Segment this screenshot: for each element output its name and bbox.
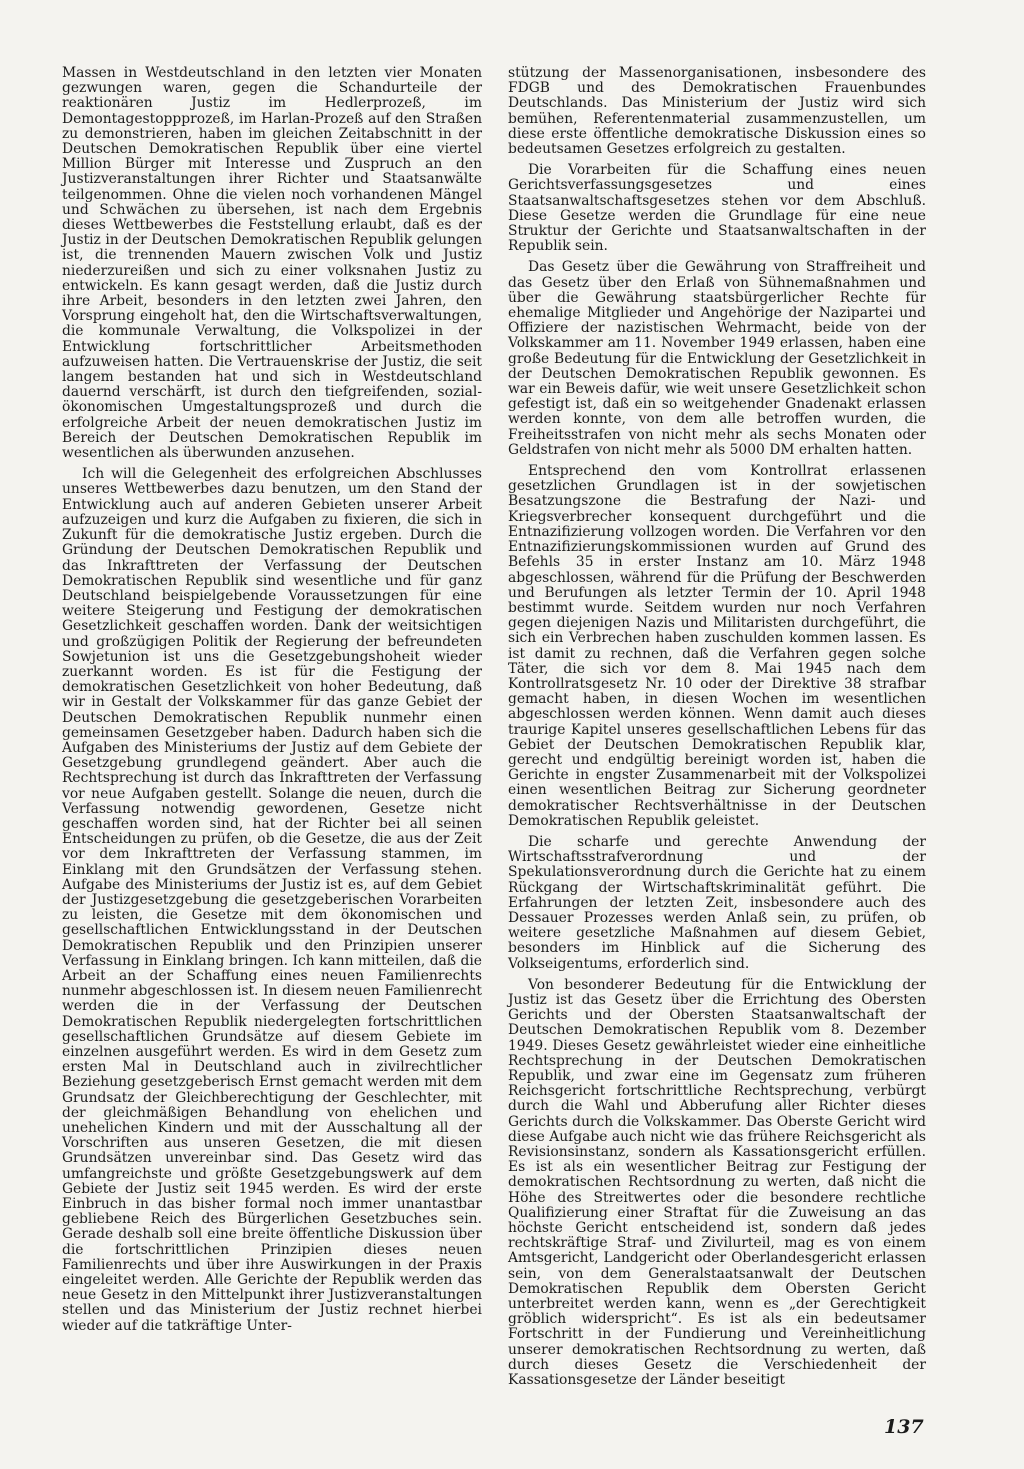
left-column: [62, 66, 482, 1340]
paragraph: Entsprechend den vom Kontrollrat erlassenen gesetzlichen Grundlagen ist in der sowjetischen Besatzungszone die Bestrafung der Nazi- und Kriegsverbrecher konsequent durchgeführt und die Entnazifizierung vollzogen worden. Die Verfahren vor den Entnazifizierungskommissionen wurden auf Grund des Befehls 35 in erster Instanz am 10. März 1948 abgeschlossen, während für die Prüfung der Beschwerden und Berufungen als letzter Termin der 10. April 1948 bestimmt wurde. Seitdem wurden nur noch Verfahren gegen diejenigen Nazis und Militaristen durchgeführt, die sich ein Verbrechen haben zuschulden kommen lassen. Es ist damit zu rechnen, daß die Verfahren gegen solche Täter, die sich vor dem 8. Mai 1945 nach dem Kontrollratsgesetz Nr. 10 oder der Direktive 38 strafbar gemacht haben, in diesen Wochen im wesentlichen abgeschlossen werden können. Wenn damit auch dieses traurige Kapitel unseres gesellschaftlichen Lebens für das Gebiet der Deutschen Demokratischen Republik klar, gerecht und endgültig bereinigt worden ist, haben die Gerichte in engster Zusammenarbeit mit der Volkspolizei einen wesentlichen Beitrag zur Sicherung geordneter demokratischer Rechtsverhältnisse in der Deutschen Demokratischen Republik geleistet.: [508, 463, 926, 829]
paragraph: Die Vorarbeiten für die Schaffung eines neuen Gerichtsverfassungsgesetzes und eines Staatsanwaltschaftsgesetzes stehen vor dem Abschluß. Diese Gesetze werden die Grundlage für eine neue Struktur der Gerichte und Staatsanwaltschaften in der Republik sein.: [508, 162, 926, 255]
paragraph: Massen in Westdeutschland in den letzten vier Monaten gezwungen waren, gegen die Schandurteile der reaktionären Justiz im Hedlerprozeß, im Demontagestoppprozeß, im Harlan-Prozeß auf den Straßen zu demonstrieren, haben im gleichen Zeitabschnitt in der Deutschen Demokratischen Republik über eine viertel Million Bürger mit Interesse und Zuspruch an den Justizveranstaltungen ihrer Richter und Staatsanwälte teilgenommen. Ohne die vielen noch vorhandenen Mängel und Schwächen zu übersehen, ist nach dem Ergebnis dieses Wettbewerbes die Feststellung erlaubt, daß es der Justiz in der Deutschen Demokratischen Republik gelungen ist, die trennenden Mauern zwischen Volk und Justiz niederzureißen und sich zu einer volksnahen Justiz zu entwickeln. Es kann gesagt werden, daß die Justiz durch ihre Arbeit, besonders in den letzten zwei Jahren, den Vorsprung eingeholt hat, den die Wirtschaftsverwaltungen, die kommunale Verwaltung, die Volkspolizei in der Entwicklung fortschrittlicher Arbeitsmethoden aufzuweisen hatten. Die Vertrauenskrise der Justiz, die seit langem bestanden hat und sich in Westdeutschland dauernd verschärft, ist durch den tiefgreifenden, sozial-ökonomischen Umgestaltungsprozeß und durch die erfolgreiche Arbeit der neuen demokratischen Justiz im Bereich der Deutschen Demokratischen Republik im wesentlichen als überwunden anzusehen.: [62, 65, 482, 462]
paragraph: Das Gesetz über die Gewährung von Straffreiheit und das Gesetz über den Erlaß von Sühnemaßnahmen und über die Gewährung staatsbürgerlicher Rechte für ehemalige Mitglieder und Angehörige der Nazipartei und Offiziere der nazistischen Wehrmacht, beide von der Volkskammer am 11. November 1949 erlassen, haben eine große Bedeutung für die Entwicklung der Gesetzlichkeit in der Deutschen Demokratischen Republik gewonnen. Es war ein Beweis dafür, wie weit unsere Gesetzlichkeit schon gefestigt ist, daß ein so weitgehender Gnadenakt erlassen werden konnte, von dem alle betroffen wurden, die Freiheitsstrafen von nicht mehr als sechs Monaten oder Geldstrafen von nicht mehr als 5000 DM erhalten hatten.: [508, 259, 926, 458]
paragraph: Ich will die Gelegenheit des erfolgreichen Abschlusses unseres Wettbewerbes dazu benutzen, um den Stand der Entwicklung auch auf anderen Gebieten unserer Arbeit aufzuzeigen und kurz die Aufgaben zu fixieren, die sich in Zukunft für die demokratische Justiz ergeben. Durch die Gründung der Deutschen Demokratischen Republik und das Inkrafttreten der Verfassung der Deutschen Demokratischen Republik sind wesentliche und für ganz Deutschland beispielgebende Voraussetzungen für eine weitere Steigerung und Festigung der demokratischen Gesetzlichkeit geschaffen worden. Dank der weitsichtigen und großzügigen Politik der Regierung der befreundeten Sowjetunion ist uns die Gesetzgebungshoheit wieder zuerkannt worden. Es ist für die Festigung der demokratischen Gesetzlichkeit von hoher Bedeutung, daß wir in Gestalt der Volkskammer für das ganze Gebiet der Deutschen Demokratischen Republik nunmehr einen gemeinsamen Gesetzgeber haben. Dadurch haben sich die Aufgaben des Ministeriums der Justiz auf dem Gebiete der Gesetzgebung grundlegend geändert. Aber auch die Rechtsprechung ist durch das Inkrafttreten der Verfassung vor neue Aufgaben gestellt. Solange die neuen, durch die Verfassung notwendig gewordenen, Gesetze nicht geschaffen worden sind, hat der Richter bei all seinen Entscheidungen zu prüfen, ob die Gesetze, die aus der Zeit vor dem Inkrafttreten der Verfassung stammen, im Einklang mit den Grundsätzen der Verfassung stehen. Aufgabe des Ministeriums der Justiz ist es, auf dem Gebiet der Justizgesetzgebung die gesetzgeberischen Vorarbeiten zu leisten, die Gesetze mit dem ökonomischen und gesellschaftlichen Entwicklungsstand in der Deutschen Demokratischen Republik und den Prinzipien unserer Verfassung in Einklang bringen. Ich kann mitteilen, daß die Arbeit an der Schaffung eines neuen Familienrechts nunmehr abgeschlossen ist. In diesem neuen Familienrecht werden die in der Verfassung der Deutschen Demokratischen Republik niedergelegten fortschrittlichen gesellschaftlichen Grundsätze auf diesem Gebiete im einzelnen ausgeführt werden. Es wird in dem Gesetz zum ersten Mal in Deutschland auch in zivilrechtlicher Beziehung gesetzgeberisch Ernst gemacht werden mit dem Grundsatz der Gleichberechtigung der Geschlechter, mit der gleichmäßigen Behandlung von ehelichen und unehelichen Kindern und mit der Ausschaltung all der Vorschriften aus unseren Gesetzen, die mit diesen Grundsätzen unvereinbar sind. Das Gesetz wird das umfangreichste und größte Gesetzgebungswerk auf dem Gebiete der Justiz seit 1945 werden. Es wird der erste Einbruch in das bisher formal noch immer unantastbar gebliebene Reich des Bürgerlichen Gesetzbuches sein. Gerade deshalb soll eine breite öffentliche Diskussion über die fortschrittlichen Prinzipien dieses neuen Familienrechts und über ihre Auswirkungen in der Praxis eingeleitet werden. Alle Gerichte der Republik werden das neue Gesetz in den Mittelpunkt ihrer Justizveranstaltungen stellen und das Ministerium der Justiz rechnet hierbei wieder auf die tatkräftige Unter-: [62, 466, 482, 1334]
right-column: [508, 66, 926, 1394]
paragraph: Die scharfe und gerechte Anwendung der Wirtschaftsstrafverordnung und der Spekulationsverordnung durch die Gerichte hat zu einem Rückgang der Wirtschaftskriminalität geführt. Die Erfahrungen der letzten Zeit, insbesondere auch des Dessauer Prozesses werden Anlaß sein, zu prüfen, ob weitere gesetzliche Maßnahmen auf diesem Gebiet, besonders im Hinblick auf die Sicherung des Volkseigentums, erforderlich sind.: [508, 833, 926, 972]
paragraph: Von besonderer Bedeutung für die Entwicklung der Justiz ist das Gesetz über die Errichtung des Obersten Gerichts und der Obersten Staatsanwaltschaft der Deutschen Demokratischen Republik vom 8. Dezember 1949. Dieses Gesetz gewährleistet wieder eine einheitliche Rechtsprechung in der Deutschen Demokratischen Republik, und zwar eine im Gegensatz zum früheren Reichsgericht fortschrittliche Rechtsprechung, verbürgt durch die Wahl und Abberufung aller Richter dieses Gerichts durch die Volkskammer. Das Oberste Gericht wird diese Aufgabe auch nicht wie das frühere Reichsgericht als Revisionsinstanz, sondern als Kassationsgericht erfüllen. Es ist als ein wesentlicher Beitrag zur Festigung der demokratischen Rechtsordnung zu werten, daß nicht die Höhe des Streitwertes oder die besondere rechtliche Qualifizierung einer Straftat für die Zuweisung an das höchste Gericht entscheidend ist, sondern daß jedes rechtskräftige Straf- und Zivilurteil, mag es von einem Amtsgericht, Landgericht oder Oberlandesgericht erlassen sein, von dem Generalstaatsanwalt der Deutschen Demokratischen Republik dem Obersten Gericht unterbreitet werden kann, wenn es „der Gerechtigkeit gröblich widerspricht“. Es ist als ein bedeutsamer Fortschritt in der Fundierung und Vereinheitlichung unserer demokratischen Rechtsordnung zu werten, daß durch dieses Gesetz die Verschiedenheit der Kassationsgesetze der Länder beseitigt: [508, 976, 926, 1389]
page-number: 137: [884, 1416, 924, 1438]
paragraph: stützung der Massenorganisationen, insbesondere des FDGB und des Demokratischen Frauenbundes Deutschlands. Das Ministerium der Justiz wird sich bemühen, Referentenmaterial zusammenzustellen, um diese erste öffentliche demokratische Diskussion eines so bedeutsamen Gesetzes erfolgreich zu gestalten.: [508, 65, 926, 158]
